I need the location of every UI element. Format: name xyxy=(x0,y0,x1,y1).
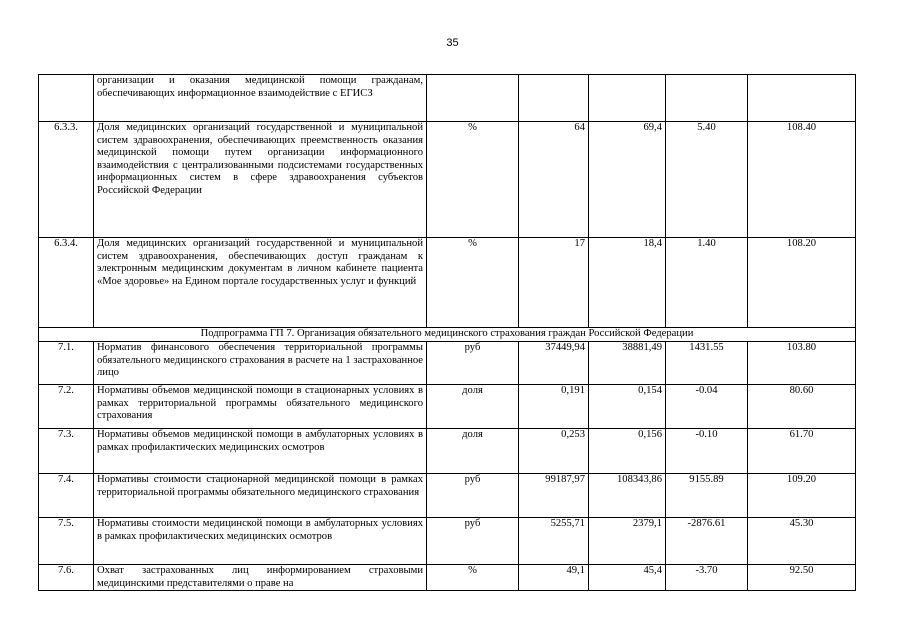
indicator-description: Норматив финансового обеспечения территориальной программы обязательного медицинского страхования в расчете на 1 застрахованное лицо xyxy=(94,342,427,385)
value-1: 37449,94 xyxy=(519,342,589,385)
table-row xyxy=(39,565,856,591)
value-1: 99187,97 xyxy=(519,474,589,518)
unit-of-measure: доля xyxy=(427,385,519,429)
unit-of-measure: % xyxy=(427,122,519,238)
table-row xyxy=(39,122,856,238)
value-4: 109.20 xyxy=(748,474,856,518)
indicator-description: Охват застрахованных лиц информированием страховыми медицинскими представителями о праве на xyxy=(94,565,427,591)
row-number: 7.4. xyxy=(39,474,94,518)
row-number: 7.5. xyxy=(39,518,94,565)
value-1: 49,1 xyxy=(519,565,589,591)
indicator-description: Доля медицинских организаций государственной и муниципальной систем здравоохранения, обеспечивающих доступ гражданам к электронным медицинским документам в личном кабинете пациента «Мое здоровье» на Едином портале государственных услуг и функций xyxy=(94,238,427,328)
indicator-description: организации и оказания медицинской помощи гражданам, обеспечивающих информационное взаимодействие с ЕГИСЗ xyxy=(94,75,427,122)
unit-of-measure: % xyxy=(427,238,519,328)
value-4 xyxy=(748,75,856,122)
section-title: Подпрограмма ГП 7. Организация обязательного медицинского страхования граждан Российской Федерации xyxy=(39,328,856,342)
row-number: 7.2. xyxy=(39,385,94,429)
value-3: 1.40 xyxy=(666,238,748,328)
row-number: 7.3. xyxy=(39,429,94,474)
value-4: 108.40 xyxy=(748,122,856,238)
value-1 xyxy=(519,75,589,122)
indicators-table xyxy=(38,74,856,591)
value-3: -0.10 xyxy=(666,429,748,474)
unit-of-measure: руб xyxy=(427,474,519,518)
unit-of-measure: руб xyxy=(427,518,519,565)
table-row xyxy=(39,385,856,429)
indicator-description: Нормативы стоимости медицинской помощи в амбулаторных условиях в рамках профилактических медицинских осмотров xyxy=(94,518,427,565)
unit-of-measure: руб xyxy=(427,342,519,385)
value-2: 38881,49 xyxy=(589,342,666,385)
value-1: 0,253 xyxy=(519,429,589,474)
value-2 xyxy=(589,75,666,122)
value-1: 64 xyxy=(519,122,589,238)
value-3: 5.40 xyxy=(666,122,748,238)
value-4: 61.70 xyxy=(748,429,856,474)
row-number: 6.3.3. xyxy=(39,122,94,238)
section-header-row xyxy=(39,328,856,342)
indicator-description: Нормативы объемов медицинской помощи в стационарных условиях в рамках территориальной программы обязательного медицинского страхования xyxy=(94,385,427,429)
row-number xyxy=(39,75,94,122)
table-row xyxy=(39,75,856,122)
value-1: 0,191 xyxy=(519,385,589,429)
value-2: 18,4 xyxy=(589,238,666,328)
table-row xyxy=(39,474,856,518)
indicator-description: Нормативы стоимости стационарной медицинской помощи в рамках территориальной программы обязательного медицинского страхования xyxy=(94,474,427,518)
table-row xyxy=(39,238,856,328)
unit-of-measure xyxy=(427,75,519,122)
indicator-description: Доля медицинских организаций государственной и муниципальной систем здравоохранения, обеспечивающих преемственность оказания медицинской помощи путем организации информационного взаимодействия с централизованными подсистемами государственных информационных систем в сфере здравоохранения субъектов Российской Федерации xyxy=(94,122,427,238)
value-2: 69,4 xyxy=(589,122,666,238)
value-3 xyxy=(666,75,748,122)
value-3: 9155.89 xyxy=(666,474,748,518)
row-number: 6.3.4. xyxy=(39,238,94,328)
table-row xyxy=(39,342,856,385)
value-4: 45.30 xyxy=(748,518,856,565)
row-number: 7.1. xyxy=(39,342,94,385)
table-row xyxy=(39,429,856,474)
value-3: -2876.61 xyxy=(666,518,748,565)
value-3: -0.04 xyxy=(666,385,748,429)
row-number: 7.6. xyxy=(39,565,94,591)
value-4: 92.50 xyxy=(748,565,856,591)
value-2: 2379,1 xyxy=(589,518,666,565)
indicator-description: Нормативы объемов медицинской помощи в амбулаторных условиях в рамках профилактических медицинских осмотров xyxy=(94,429,427,474)
value-3: -3.70 xyxy=(666,565,748,591)
unit-of-measure: % xyxy=(427,565,519,591)
unit-of-measure: доля xyxy=(427,429,519,474)
value-4: 103.80 xyxy=(748,342,856,385)
value-4: 80.60 xyxy=(748,385,856,429)
value-1: 5255,71 xyxy=(519,518,589,565)
page-number: 35 xyxy=(446,37,459,49)
value-2: 0,156 xyxy=(589,429,666,474)
value-2: 0,154 xyxy=(589,385,666,429)
value-1: 17 xyxy=(519,238,589,328)
value-2: 45,4 xyxy=(589,565,666,591)
value-2: 108343,86 xyxy=(589,474,666,518)
table-row xyxy=(39,518,856,565)
value-4: 108.20 xyxy=(748,238,856,328)
value-3: 1431.55 xyxy=(666,342,748,385)
